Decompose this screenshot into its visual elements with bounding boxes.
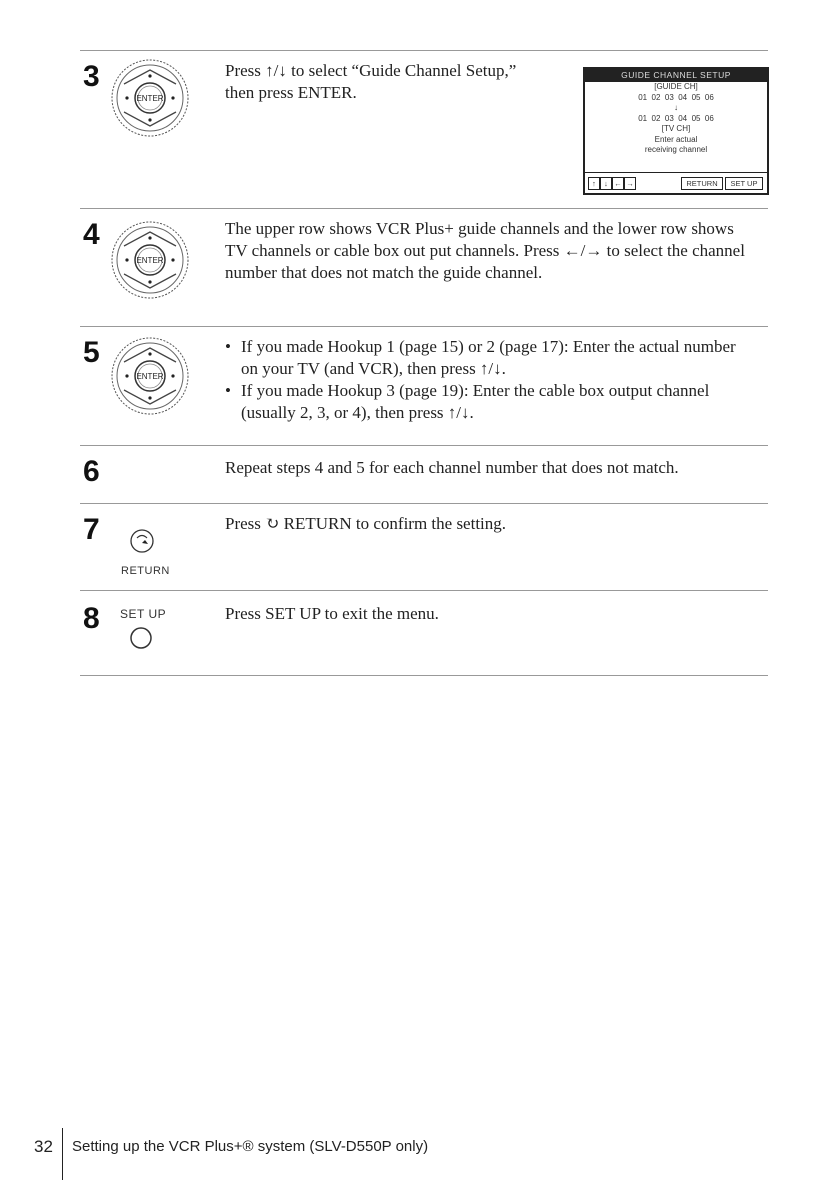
return-button-icon [128,527,156,555]
osd-guide-label: [GUIDE CH] [654,82,698,91]
step-number: 7 [83,513,100,546]
return-key: RETURN [681,177,723,190]
setup-button-icon [129,626,153,650]
left-key-icon: ← [612,177,624,190]
divider [62,1128,63,1180]
osd-prompt: receiving channel [644,145,708,154]
return-button-label: RETURN [121,565,170,577]
divider [80,445,768,446]
divider [80,675,768,676]
osd-key-bar [585,172,767,193]
divider [80,208,768,209]
down-key-icon: ↓ [600,177,612,190]
osd-down-arrow: ↓ [674,103,678,112]
step-number: 8 [83,602,100,635]
osd-prompt: Enter actual [654,134,698,144]
divider [80,326,768,327]
step-6-text: Repeat steps 4 and 5 for each channel number that does not match. [225,458,679,477]
guide-channel-setup-screen [583,67,769,195]
enter-label: ENTER [136,256,164,265]
step-number: 4 [83,218,100,251]
list-item: • If you made Hookup 3 (page 19): Enter the cable box output channel (usually 2, 3, or 4), then press ↑/↓. [225,380,770,424]
setup-button-label: SET UP [120,607,167,621]
step-3-text: Press ↑/↓ to select “Guide Channel Setup,” then press ENTER. [225,61,517,102]
step-number: 5 [83,336,100,369]
step-7-text: Press ↻ RETURN to confirm the setting. [225,514,507,533]
osd-guide-row: 01 02 03 04 05 06 [638,92,714,102]
step-5-bullets [225,336,770,424]
enter-label: ENTER [136,94,164,103]
osd-tv-row: 01 02 03 04 05 06 [638,113,714,123]
enter-label: ENTER [136,372,164,381]
step-4-text: The upper row shows VCR Plus+ guide channels and the lower row shows TV channels or cable box out put channels. Press ←/→ to select the channel number that does not match the guide channel. [225,219,745,282]
step-8-text: Press SET UP to exit the menu. [225,604,439,623]
step-number: 6 [83,455,100,488]
osd-tv-label: [TV CH] [661,124,691,133]
page-number: 32 [34,1137,53,1156]
enter-joystick-icon [110,336,190,416]
up-key-icon: ↑ [588,177,600,190]
osd-title: GUIDE CHANNEL SETUP [585,69,767,82]
step-number: 3 [83,60,100,93]
divider [80,590,768,591]
setup-key: SET UP [725,177,763,190]
list-item: • If you made Hookup 1 (page 15) or 2 (page 17): Enter the actual number on your TV (and VCR), then press ↑/↓. [225,336,770,380]
footer-section-title: Setting up the VCR Plus+® system (SLV-D550P only) [72,1138,429,1155]
divider [80,50,768,51]
divider [80,503,768,504]
enter-joystick-icon [110,58,190,138]
right-key-icon: → [624,177,636,190]
enter-joystick-icon [110,220,190,300]
